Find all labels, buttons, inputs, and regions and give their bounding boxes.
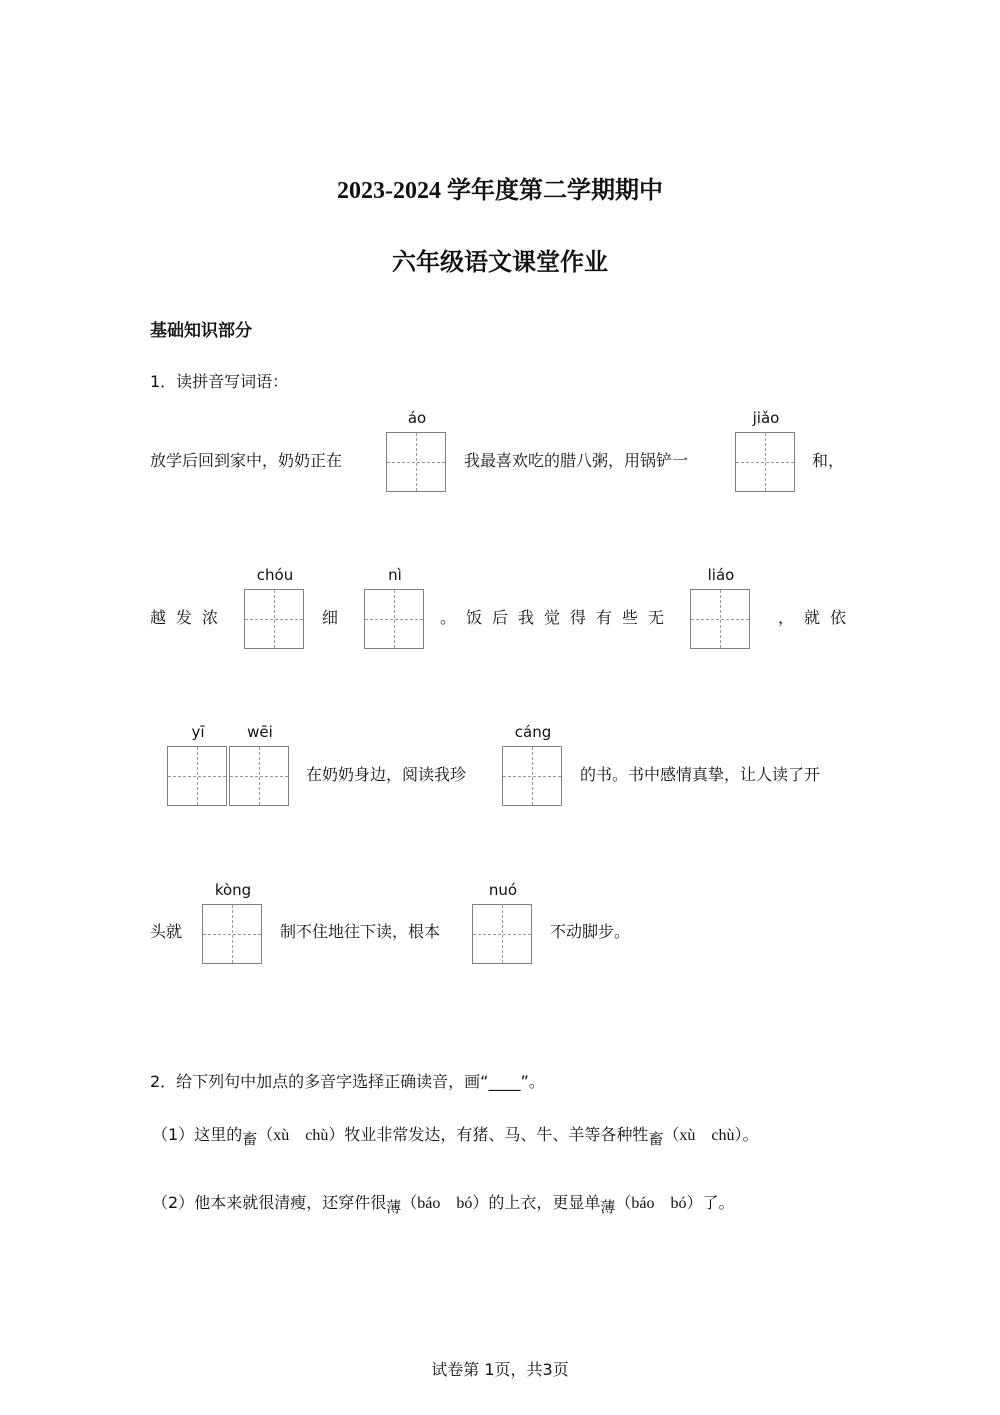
q1-line2-text-c: 。饭后我觉得有些无 [440, 608, 675, 627]
section-title: 基础知识部分 [150, 321, 252, 341]
q2-sentence-2 [152, 1192, 734, 1215]
q2-s2-number: （2） [152, 1193, 195, 1212]
q2-s2-dotted-char-2: 薄 [600, 1198, 616, 1216]
q1-line4-text-b: 制不住地往下读，根本 [280, 922, 441, 941]
q2-s1-text-3: 。 [742, 1125, 759, 1144]
q2-s1-dotted-char-1: 畜 [242, 1130, 258, 1148]
writing-box-ao[interactable] [386, 432, 446, 492]
q2-s1-options-1[interactable]: （xù chù） [257, 1127, 345, 1144]
pinyin-ao: áo [407, 409, 427, 427]
writing-box-yi[interactable] [167, 746, 227, 806]
q1-line2-text-d: ，就依 [778, 608, 857, 627]
q1-line2-text-b: 细 [322, 608, 339, 627]
q2-sentence-1 [152, 1124, 758, 1147]
pinyin-ni: nì [388, 566, 402, 584]
pinyin-liao: liáo [707, 566, 735, 584]
q2-s2-dotted-char-1: 薄 [386, 1198, 402, 1216]
q1-line1-text-b: 我最喜欢吃的腊八粥，用锅铲一 [464, 451, 689, 470]
pinyin-yi: yī [191, 723, 205, 741]
q1-line2-text-a: 越发浓 [150, 608, 229, 627]
q2-s1-dotted-char-2: 畜 [648, 1130, 664, 1148]
pinyin-chou: chóu [256, 566, 294, 584]
q2-s2-text-2: 的上衣，更显单 [488, 1193, 601, 1212]
q2-s2-options-1[interactable]: （báo bó） [401, 1195, 489, 1212]
q1-line4-text-c: 不动脚步。 [550, 922, 631, 941]
page-subtitle: 六年级语文课堂作业 [392, 250, 608, 276]
q1-line3-text-a: 在奶奶身边，阅读我珍 [306, 765, 467, 784]
q2-s1-number: （1） [152, 1125, 195, 1144]
pinyin-jiao: jiǎo [752, 409, 780, 427]
writing-box-jiao[interactable] [735, 432, 795, 492]
q1-line3-text-b: 的书。书中感情真挚，让人读了开 [580, 765, 821, 784]
writing-box-wei[interactable] [229, 746, 289, 806]
q2-s2-options-2[interactable]: （báo bó） [615, 1195, 703, 1212]
writing-box-kong[interactable] [202, 904, 262, 964]
q2-s1-options-2[interactable]: （xù chù） [663, 1127, 743, 1144]
q2-s1-text-1: 这里的 [194, 1125, 243, 1144]
q2-s2-text-1: 他本来就很清瘦，还穿件很 [194, 1193, 387, 1212]
writing-box-nuo[interactable] [472, 904, 532, 964]
writing-box-ni[interactable] [364, 589, 424, 649]
q1-line1-text-c: 和， [812, 451, 845, 470]
q1-line4-text-a: 头就 [150, 922, 183, 941]
question-1-prompt: 1．读拼音写词语： [150, 372, 289, 391]
pinyin-cang: cáng [514, 723, 552, 741]
writing-box-chou[interactable] [244, 589, 304, 649]
writing-box-liao[interactable] [690, 589, 750, 649]
q1-line1-text-a: 放学后回到家中，奶奶正在 [150, 451, 343, 470]
writing-box-cang[interactable] [502, 746, 562, 806]
pinyin-nuo: nuó [488, 881, 518, 899]
page-footer: 试卷第 1页，共3页 [431, 1360, 569, 1379]
question-2-prompt: 2．给下列句中加点的多音字选择正确读音，画“____”。 [150, 1072, 545, 1091]
pinyin-wei: wēi [247, 723, 273, 741]
pinyin-kong: kòng [214, 881, 252, 899]
q2-s2-text-3: 了。 [702, 1193, 735, 1212]
q2-s1-text-2: 牧业非常发达，有猪、马、牛、羊等各种牲 [344, 1125, 649, 1144]
page-title: 2023-2024 学年度第二学期期中 [337, 178, 663, 204]
